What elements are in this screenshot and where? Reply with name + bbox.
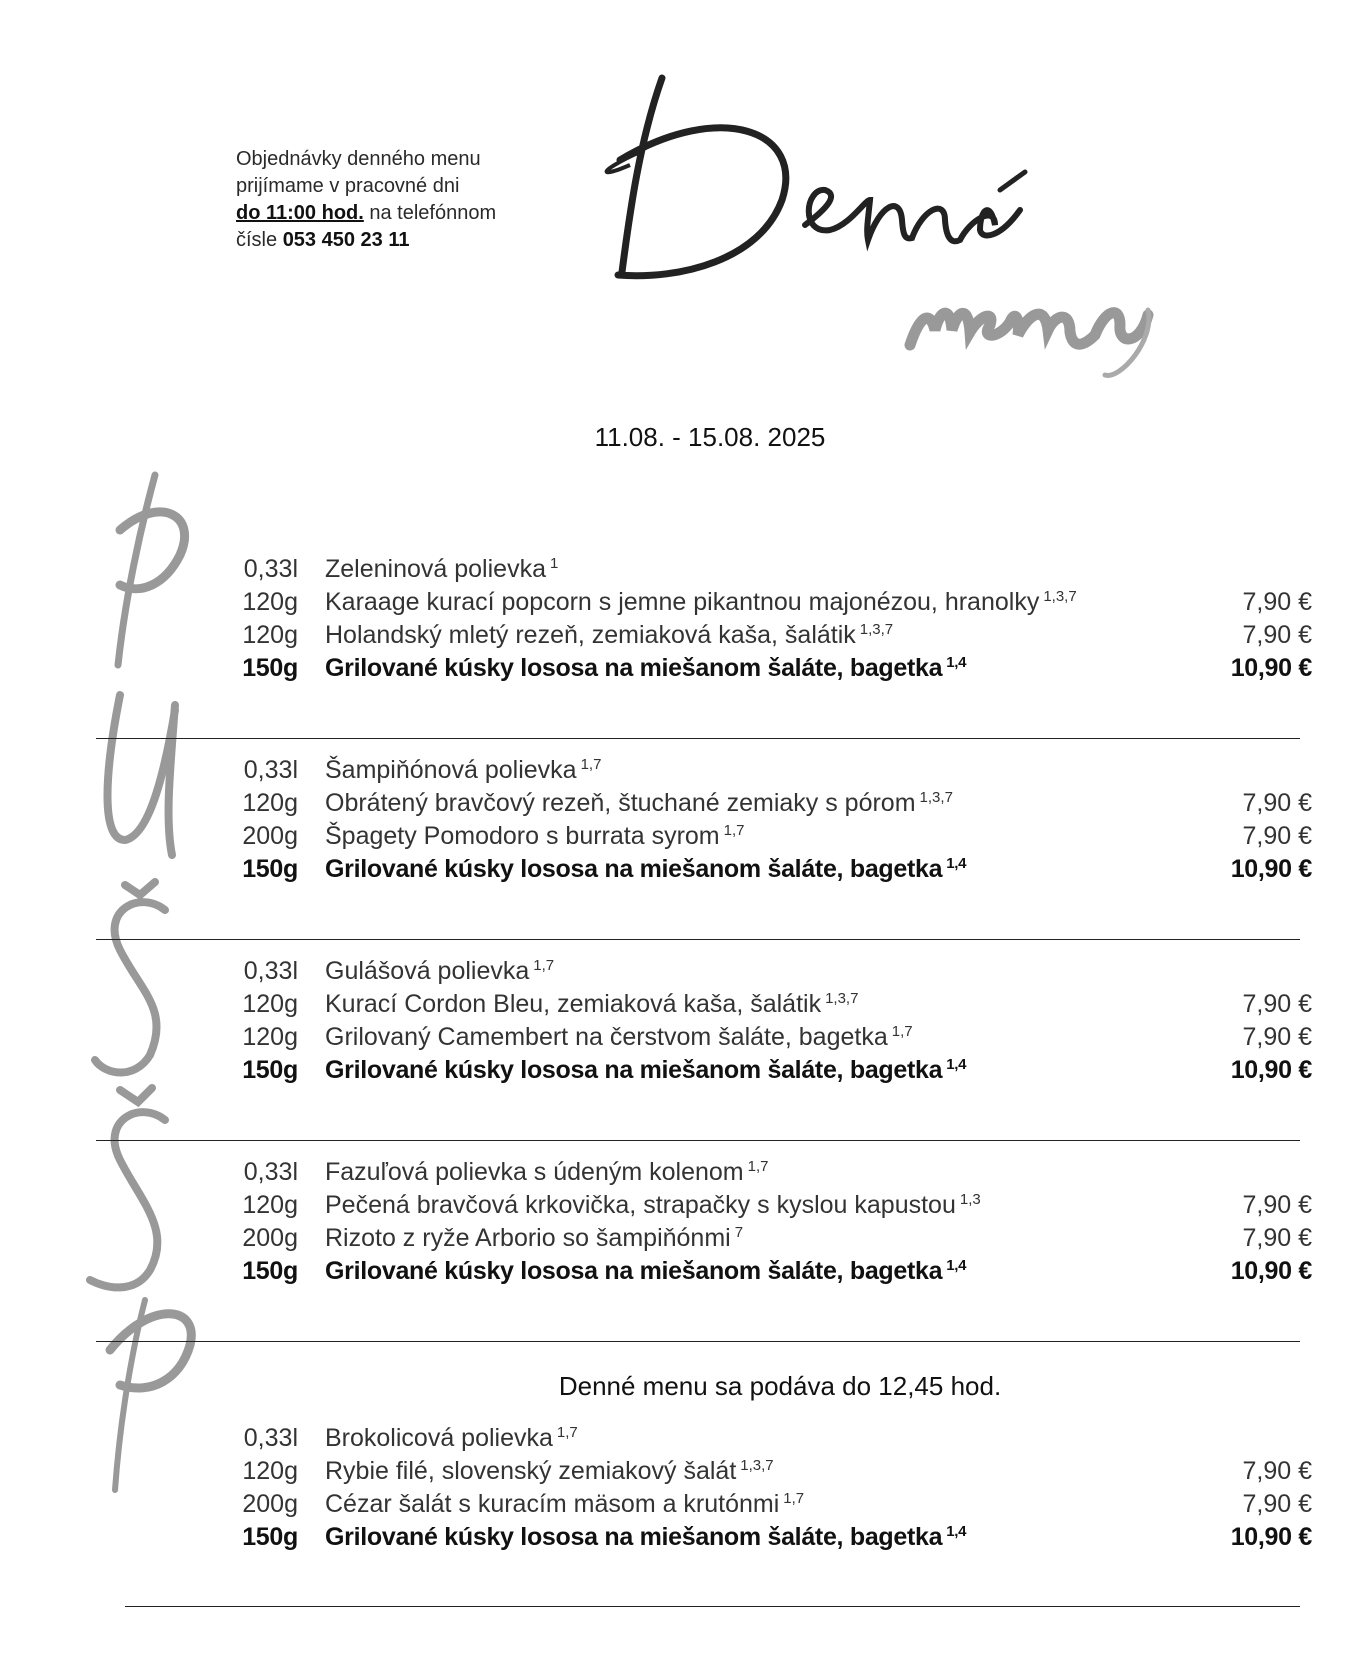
item-name-wrap [325, 822, 745, 851]
item-name-wrap [325, 654, 966, 683]
item-weight: 120g [242, 990, 298, 1018]
item-name: Kurací Cordon Bleu, zemiaková kaša, šalátik [325, 990, 822, 1018]
item-price: 7,90 € [1242, 1224, 1312, 1252]
item-name: Grilované kúsky lososa na miešanom šaláte, bagetka [325, 855, 943, 883]
order-after-deadline: na telefónnom [363, 202, 497, 224]
item-weight: 0,33l [243, 1424, 298, 1452]
menu-item [0, 855, 1354, 888]
item-price: 7,90 € [1242, 1023, 1312, 1051]
serving-note: Denné menu sa podáva do 12,45 hod. [558, 1371, 1002, 1401]
item-weight: 0,33l [243, 957, 298, 985]
menu-item [0, 1224, 1354, 1257]
menu-item [0, 1457, 1354, 1490]
item-weight: 150g [242, 1056, 298, 1084]
item-name: Grilované kúsky lososa na miešanom šaláte, bagetka [325, 1257, 943, 1285]
menu-item [0, 555, 1354, 588]
phone-prefix: čísle [236, 229, 283, 251]
item-name: Karaage kurací popcorn s jemne pikantnou majonézou, hranolky [325, 588, 1040, 616]
item-price: 10,90 € [1230, 1056, 1312, 1084]
item-weight: 120g [242, 1457, 298, 1485]
item-weight: 150g [242, 855, 298, 883]
order-info-line4 [236, 227, 536, 254]
item-name-wrap [325, 789, 953, 818]
item-name: Grilované kúsky lososa na miešanom šaláte, bagetka [325, 1523, 943, 1551]
item-weight: 120g [242, 1023, 298, 1051]
menu-item [0, 1158, 1354, 1191]
menu-item [0, 654, 1354, 687]
item-weight: 150g [242, 1523, 298, 1551]
item-name-wrap [325, 555, 558, 584]
separator [96, 1341, 1300, 1342]
item-name-wrap [325, 1424, 578, 1453]
menu-item [0, 990, 1354, 1023]
phone-number: 053 450 23 11 [282, 229, 410, 251]
item-name: Grilované kúsky lososa na miešanom šaláte, bagetka [325, 1056, 943, 1084]
menu-item [0, 1023, 1354, 1056]
separator [96, 1140, 1300, 1141]
item-price: 10,90 € [1230, 654, 1312, 682]
item-price: 7,90 € [1242, 990, 1312, 1018]
item-name-wrap [325, 1257, 966, 1286]
item-name: Rybie filé, slovenský zemiakový šalát [325, 1457, 737, 1485]
item-weight: 120g [242, 1191, 298, 1219]
separator [96, 939, 1300, 940]
item-name-wrap [325, 1191, 981, 1220]
item-allergens: 1,3,7 [825, 990, 859, 1007]
item-weight: 120g [242, 588, 298, 616]
item-allergens: 1,4 [946, 1056, 967, 1073]
item-name: Brokolicová polievka [325, 1424, 553, 1452]
item-name-wrap [325, 588, 1077, 617]
item-name-wrap [325, 855, 966, 884]
item-allergens: 1,4 [946, 855, 967, 872]
item-allergens: 1,7 [891, 1023, 913, 1040]
item-weight: 200g [242, 1224, 298, 1252]
item-price: 7,90 € [1242, 822, 1312, 850]
item-allergens: 1,3,7 [919, 789, 953, 806]
item-name: Šampiňónová polievka [325, 756, 577, 784]
item-weight: 120g [242, 621, 298, 649]
item-name: Zeleninová polievka [325, 555, 546, 583]
item-allergens: 1,7 [533, 957, 555, 974]
menu-item [0, 1523, 1354, 1556]
item-name: Špagety Pomodoro s burrata syrom [325, 822, 720, 850]
item-name-wrap [325, 756, 601, 785]
item-weight: 200g [242, 822, 298, 850]
item-name-wrap [325, 1224, 743, 1253]
item-name: Grilovaný Camembert na čerstvom šaláte, bagetka [325, 1023, 888, 1051]
item-price: 7,90 € [1242, 1191, 1312, 1219]
item-name-wrap [325, 621, 893, 650]
item-name: Obrátený bravčový rezeň, štuchané zemiaky s pórom [325, 789, 916, 817]
item-weight: 120g [242, 789, 298, 817]
menu-item [0, 621, 1354, 654]
item-name: Rizoto z ryže Arborio so šampiňónmi [325, 1224, 731, 1252]
menu-item [0, 1490, 1354, 1523]
item-name: Fazuľová polievka s údeným kolenom [325, 1158, 744, 1186]
item-weight: 0,33l [243, 555, 298, 583]
menu-item [0, 1191, 1354, 1224]
item-price: 7,90 € [1242, 789, 1312, 817]
order-info-line3 [236, 200, 536, 227]
item-price: 10,90 € [1230, 1523, 1312, 1551]
menu-item [0, 957, 1354, 990]
order-info [236, 146, 536, 254]
item-weight: 150g [242, 1257, 298, 1285]
item-allergens: 1,7 [556, 1424, 578, 1441]
menu-item [0, 822, 1354, 855]
menu-item [0, 588, 1354, 621]
order-info-line1: Objednávky denného menu [236, 148, 481, 170]
item-price: 7,90 € [1242, 1490, 1312, 1518]
order-deadline: do 11:00 hod. [236, 202, 364, 224]
item-price: 10,90 € [1230, 855, 1312, 883]
item-allergens: 1,7 [723, 822, 745, 839]
item-weight: 0,33l [243, 756, 298, 784]
item-name-wrap [325, 1023, 913, 1052]
item-price: 7,90 € [1242, 1457, 1312, 1485]
item-allergens: 1,3,7 [859, 621, 894, 638]
separator [96, 738, 1300, 739]
item-name: Gulášová polievka [325, 957, 530, 985]
item-price: 10,90 € [1230, 1257, 1312, 1285]
item-allergens: 1,7 [747, 1158, 769, 1175]
item-name-wrap [325, 1523, 966, 1552]
item-name: Cézar šalát s kuracím mäsom a krutónmi [325, 1490, 780, 1518]
item-allergens: 1,4 [946, 1257, 967, 1274]
item-price: 7,90 € [1242, 588, 1312, 616]
item-name-wrap [325, 957, 554, 986]
order-info-line2: prijímame v pracovné dni [236, 175, 460, 197]
menu-item [0, 1424, 1354, 1457]
item-weight: 0,33l [243, 1158, 298, 1186]
item-allergens: 1,7 [783, 1490, 805, 1507]
item-allergens: 1,3,7 [740, 1457, 774, 1474]
item-name-wrap [325, 990, 858, 1019]
item-name: Holandský mletý rezeň, zemiaková kaša, šalátik [325, 621, 856, 649]
item-allergens: 1,3,7 [1043, 588, 1077, 605]
item-name: Pečená bravčová krkovička, strapačky s kyslou kapustou [325, 1191, 956, 1219]
item-name: Grilované kúsky lososa na miešanom šaláte, bagetka [325, 654, 943, 682]
item-allergens: 1,4 [946, 654, 967, 671]
item-name-wrap [325, 1158, 768, 1187]
item-allergens: 7 [734, 1224, 744, 1241]
item-allergens: 1 [549, 555, 559, 572]
item-weight: 150g [242, 654, 298, 682]
menu-item [0, 1257, 1354, 1290]
item-name-wrap [325, 1056, 966, 1085]
item-allergens: 1,4 [946, 1523, 967, 1540]
separator [125, 1606, 1300, 1607]
menu-item [0, 756, 1354, 789]
item-weight: 200g [242, 1490, 298, 1518]
date-range: 11.08. - 15.08. 2025 [594, 422, 826, 452]
item-name-wrap [325, 1457, 774, 1486]
denne-menu-logo [600, 60, 1250, 430]
menu-item [0, 789, 1354, 822]
item-price: 7,90 € [1242, 621, 1312, 649]
item-allergens: 1,3 [959, 1191, 981, 1208]
menu-item [0, 1056, 1354, 1089]
item-allergens: 1,7 [580, 756, 602, 773]
item-name-wrap [325, 1490, 804, 1519]
